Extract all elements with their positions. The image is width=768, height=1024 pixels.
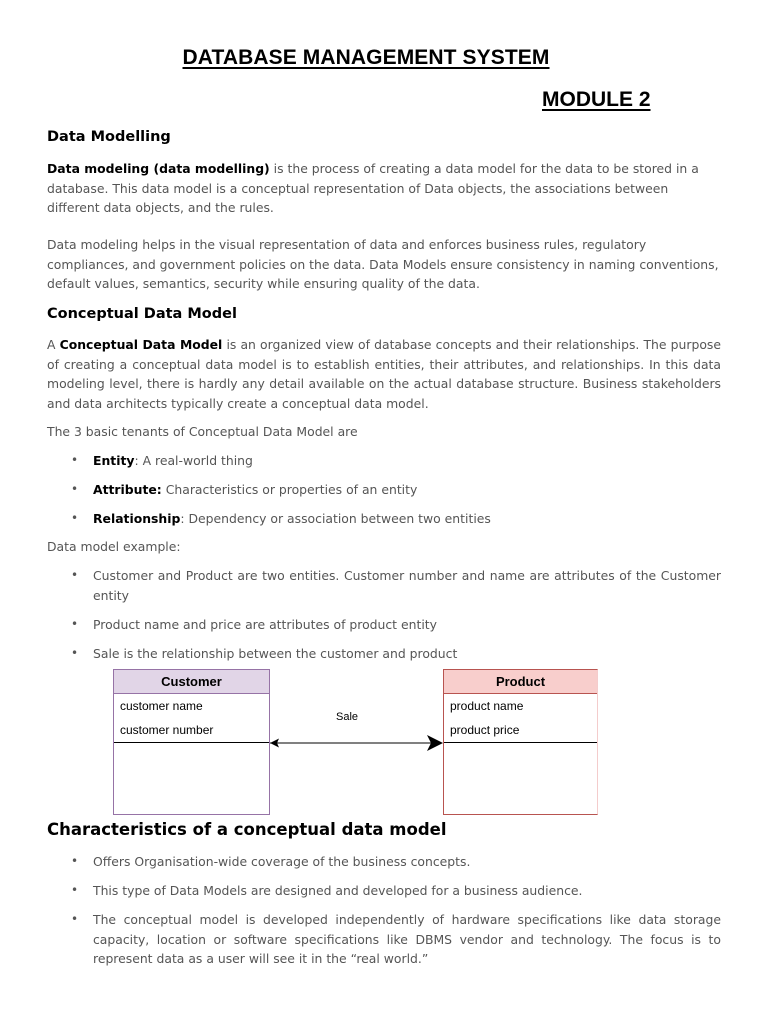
entity-divider <box>114 742 269 743</box>
tenant-description: Dependency or association between two entities <box>188 511 491 526</box>
text-prefix: A <box>47 337 60 352</box>
customer-field-name: customer name <box>120 699 203 713</box>
bullet-icon: • <box>71 511 79 525</box>
heading-data-modelling: Data Modelling <box>47 129 171 145</box>
document-title: DATABASE MANAGEMENT SYSTEM <box>182 46 550 69</box>
module-heading: MODULE 2 <box>542 88 651 111</box>
bullet-icon: • <box>71 854 79 868</box>
heading-characteristics: Characteristics of a conceptual data model <box>47 820 447 839</box>
paragraph-tenants-intro: The 3 basic tenants of Conceptual Data Model are <box>47 424 358 439</box>
list-item <box>47 509 721 529</box>
paragraph-example-intro: Data model example: <box>47 539 181 554</box>
example-text: Sale is the relationship between the customer and product <box>93 645 458 661</box>
bullet-icon: • <box>71 568 79 582</box>
customer-entity-box <box>113 669 270 815</box>
characteristic-text: The conceptual model is developed independently of hardware specifications like data storage capacity, location or software specifications like DBMS vendor and technology. The focus is to represent data as a user will see it in the “real world.” <box>93 912 721 966</box>
product-entity-title: Product <box>444 670 597 694</box>
relationship-arrow-icon <box>266 733 446 753</box>
term-conceptual-data-model: Conceptual Data Model <box>59 337 223 352</box>
list-item <box>47 451 721 471</box>
list-item <box>47 910 721 969</box>
definition-text: is an organized view of database concepts and their relationships. The purpose of creating a conceptual data model is to establish entities, their attributes, and relationships. In this data modeling level, there is hardly any detail available on the actual database structure. Business stakeholders and data architects typically create a conceptual data model. <box>47 337 721 411</box>
tenant-term: Attribute: <box>93 482 162 497</box>
list-item <box>47 566 721 605</box>
paragraph-data-modeling-definition <box>47 159 721 218</box>
tenant-separator: : <box>180 511 189 526</box>
bullet-icon: • <box>71 645 79 660</box>
list-item <box>47 480 721 500</box>
tenant-term: Relationship <box>93 511 181 526</box>
relationship-label: Sale <box>336 711 359 723</box>
example-text: Customer and Product are two entities. Customer number and name are attributes of the Customer entity <box>93 568 721 603</box>
bullet-icon: • <box>71 616 79 631</box>
definition-text: is the process of creating a data model for the data to be stored in a database. This data model is a conceptual representation of Data objects, the associations between different data objects, and the rules. <box>47 161 699 215</box>
tenant-description: Characteristics or properties of an entity <box>165 482 418 497</box>
heading-conceptual-data-model: Conceptual Data Model <box>47 306 237 322</box>
tenant-separator: : <box>134 453 143 468</box>
product-field-price: product price <box>450 723 520 737</box>
tenant-term: Entity <box>93 453 135 468</box>
characteristics-list <box>47 852 721 969</box>
bullet-icon: • <box>71 453 79 467</box>
characteristic-text: This type of Data Models are designed and developed for a business audience. <box>93 883 583 898</box>
list-item <box>47 615 721 635</box>
entity-divider <box>444 742 597 743</box>
customer-field-number: customer number <box>120 723 214 737</box>
list-item <box>47 881 721 901</box>
list-item <box>47 644 721 664</box>
paragraph-data-modeling-benefits: Data modeling helps in the visual representation of data and enforces business rules, regulatory compliances, and government policies on the data. Data Models ensure consistency in naming conventions, default values, semantics, security while ensuring quality of the data. <box>47 237 719 291</box>
tenant-description: A real-world thing <box>142 453 253 468</box>
paragraph-conceptual-definition <box>47 335 721 413</box>
tenants-list <box>47 451 721 529</box>
customer-entity-title: Customer <box>114 670 269 694</box>
examples-list <box>47 566 721 663</box>
product-field-name: product name <box>450 699 524 713</box>
product-entity-box <box>443 669 598 815</box>
example-text: Product name and price are attributes of product entity <box>93 616 437 632</box>
bullet-icon: • <box>71 912 79 926</box>
characteristic-text: Offers Organisation-wide coverage of the business concepts. <box>93 854 471 869</box>
term-data-modeling: Data modeling (data modelling) <box>47 161 270 176</box>
bullet-icon: • <box>71 482 79 496</box>
list-item <box>47 852 721 872</box>
bullet-icon: • <box>71 883 79 897</box>
